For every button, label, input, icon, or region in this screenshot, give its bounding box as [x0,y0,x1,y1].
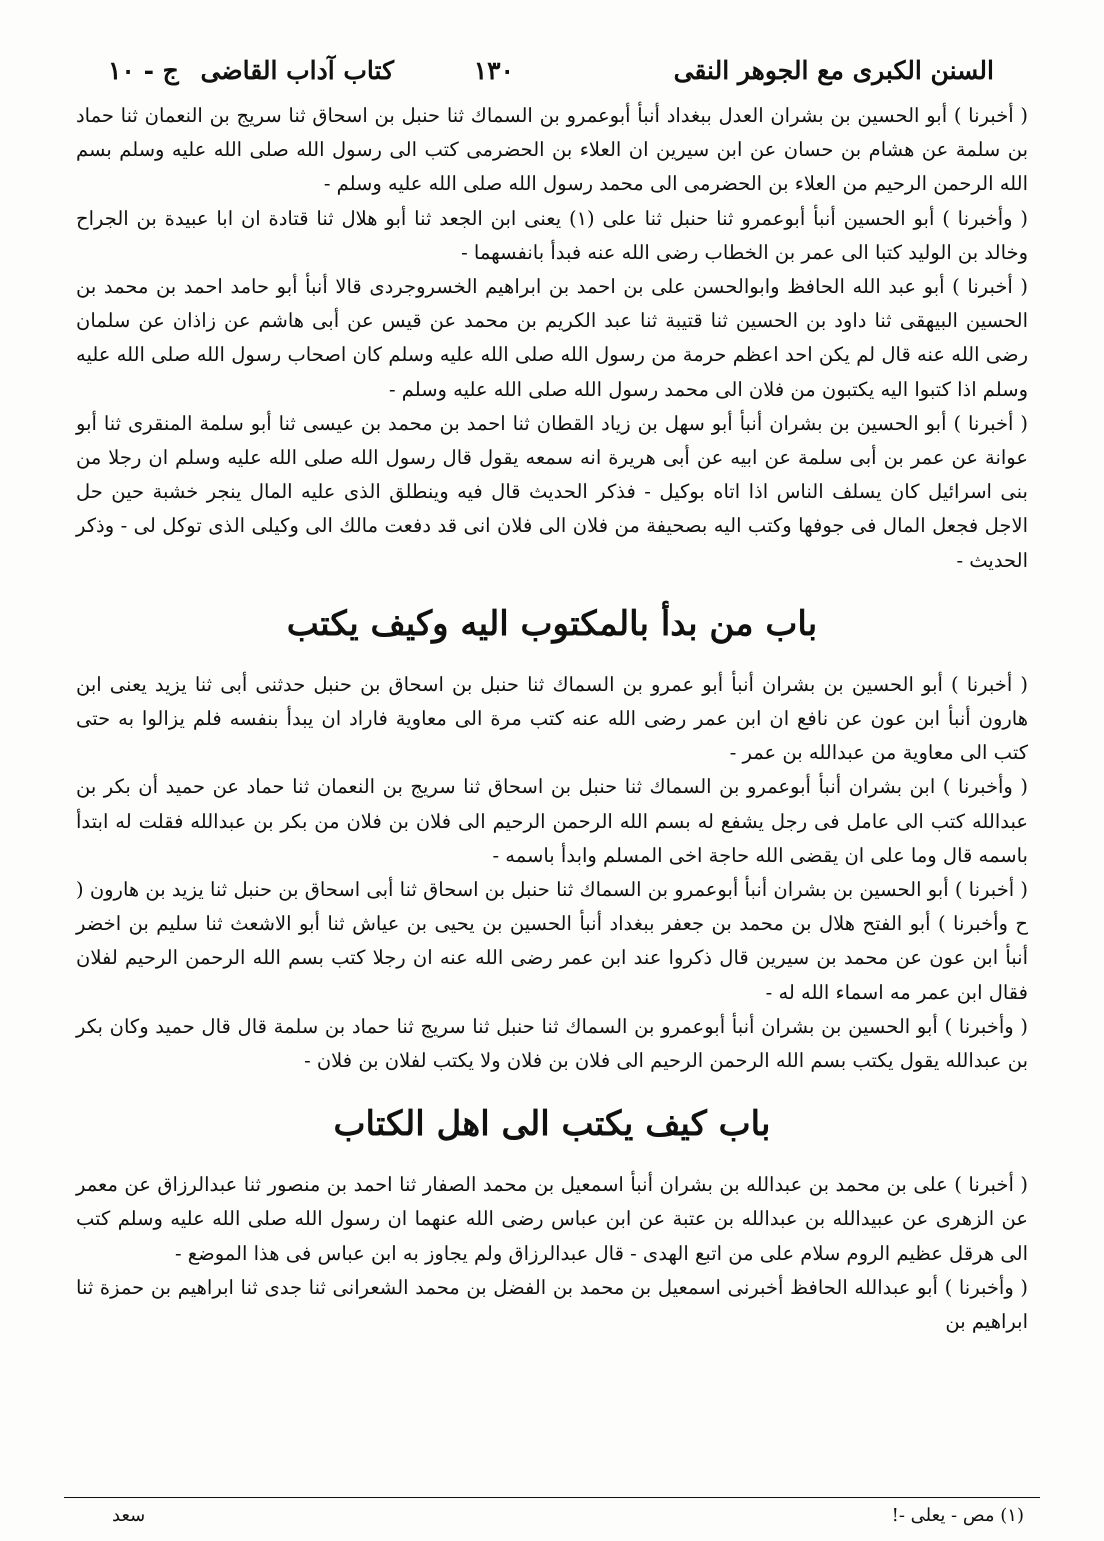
main-text [76,99,1028,1339]
chapter-heading: باب من بدأ بالمكتوب اليه وكيف يكتب [286,603,818,644]
footnote-divider [64,1497,1040,1498]
printer-signature: سعد [112,1505,146,1526]
header-title: السنن الكبرى مع الجوهر النقى [673,56,994,85]
paragraph: ( وأخبرنا ) ابن بشران أنبأ أبوعمرو بن السماك ثنا حنبل بن اسحاق ثنا سريج بن النعمان ثنا حماد عن حميد أن بكر بن عبدالله كتب الى عامل فى رجل يشفع له بسم الله الرحمن الرحيم الى فلان بن فلان من بكر بن عبدالله فقلت له ابتدأ باسمه قال وما على ان يقضى الله حاجة اخى المسلم وابدأ باسمه - [76,775,1028,867]
paragraph: ( وأخبرنا ) أبو الحسين بن بشران أنبأ أبوعمرو بن السماك ثنا حنبل ثنا سريج ثنا حماد بن سلمة قال قال حميد وكان بكر بن عبدالله يقول يكتب بسم الله الرحمن الرحيم الى فلان بن فلان ولا يكتب لفلان بن فلان - [76,1014,1028,1073]
paragraph: ( أخبرنا ) أبو الحسين بن بشران العدل ببغداد أنبأ أبوعمرو بن السماك ثنا حنبل بن اسحاق ثنا سريج بن النعمان ثنا حماد بن سلمة عن هشام بن حسان عن ابن سيرين ان العلاء بن الحضرمى كتب الى رسول الله صلى الله عليه وسلم بسم الله الرحمن الرحيم من العلاء بن الحضرمى الى محمد رسول الله صلى الله عليه وسلم - [76,104,1028,196]
paragraph: ( أخبرنا ) على بن محمد بن عبدالله بن بشران أنبأ اسمعيل بن محمد الصفار ثنا احمد بن منصور ثنا عبدالرزاق عن معمر عن الزهرى عن عبيدالله بن عبدالله بن عتبة عن ابن عباس رضى الله عنهما ان رسول الله صلى الله عليه وسلم كتب الى هرقل عظيم الروم سلام على من اتبع الهدى - قال عبدالرزاق ولم يجاوز به ابن عباس فى هذا الموضع - [76,1173,1028,1265]
paragraph: ( أخبرنا ) أبو الحسين بن بشران أنبأ أبو سهل بن زياد القطان ثنا احمد بن محمد بن عيسى ثنا أبو سلمة المنقرى ثنا أبو عوانة عن عمر بن أبى سلمة عن ابيه عن أبى هريرة انه سمعه يقول قال رسول الله صلى الله عليه وسلم ان رجلا من بنى اسرائيل كان يسلف الناس اذا اتاه بوكيل - فذكر الحديث قال فيه وينطلق الذى عليه المال ينجر خشبة حين حل الاجل فجعل المال فى جوفها وكتب اليه بصحيفة من فلان الى فلان انى قد دفعت مالك الى وكيلى الذى توكل لى - وذكر الحديث - [76,411,1028,572]
paragraph: ( أخبرنا ) أبو الحسين بن بشران أنبأ أبو عمرو بن السماك ثنا حنبل بن اسحاق بن حنبل حدثنى أبى ثنا يزيد يعنى ابن هارون أنبأ ابن عون عن نافع ان ابن عمر رضى الله عنه كتب مرة الى معاوية فاراد ان يبدأ بنفسه فلم يزالوا به حتى كتب الى معاوية من عبدالله بن عمر - [76,672,1028,765]
paragraph: ( أخبرنا ) أبو عبد الله الحافظ وابوالحسن على بن احمد بن ابراهيم الخسروجردى قالا أنبأ أبو حامد احمد بن محمد بن الحسين البيهقى ثنا داود بن الحسين ثنا قتيبة ثنا عبد الكريم بن محمد عن قيس عن أبى هاشم عن زاذان عن سلمان رضى الله عنه قال لم يكن احد اعظم حرمة من رسول الله صلى الله عليه وسلم كان اصحاب رسول الله صلى الله عليه وسلم اذا كتبوا اليه يكتبون من فلان الى محمد رسول الله صلى الله عليه وسلم - [76,275,1028,401]
paragraph: ( وأخبرنا ) أبو عبدالله الحافظ أخبرنى اسمعيل بن محمد بن الفضل بن محمد الشعرانى ثنا جدى ثنا ابراهيم بن حمزة ثنا ابراهيم بن [76,1275,1028,1334]
chapter-heading: باب كيف يكتب الى اهل الكتاب [333,1104,771,1145]
footnote: (١) مص - يعلى -! [891,1505,1024,1526]
paragraph: ( أخبرنا ) أبو الحسين بن بشران أنبأ أبوعمرو بن السماك ثنا حنبل بن اسحاق ثنا أبى اسحاق بن حنبل ثنا يزيد بن هارون ( ح وأخبرنا ) أبو الفتح هلال بن محمد بن جعفر ببغداد أنبأ الحسين بن يحيى بن عياش ثنا أبو الاشعث ثنا سليم بن اخضر أنبأ ابن عون عن محمد بن سيرين قال ذكروا عند ابن عمر رضى الله عنه ان رجلا كتب بسم الله الرحمن الرحيم لفلان فقال ابن عمر مه اسماء الله له - [76,878,1028,1004]
volume-label: ج - ١٠ [108,56,179,85]
header-book-title: كتاب آداب القاضى [200,56,394,85]
running-header [108,56,994,96]
paragraph: ( وأخبرنا ) أبو الحسين أنبأ أبوعمرو ثنا حنبل ثنا على (١) يعنى ابن الجعد ثنا أبو هلال ثنا قتادة ان ابا عبيدة بن الجراح وخالد بن الوليد كتبا الى عمر بن الخطاب رضى الله عنه فبدأ بانفسهما - [76,206,1028,264]
page-number: ١٣٠ [473,56,514,85]
